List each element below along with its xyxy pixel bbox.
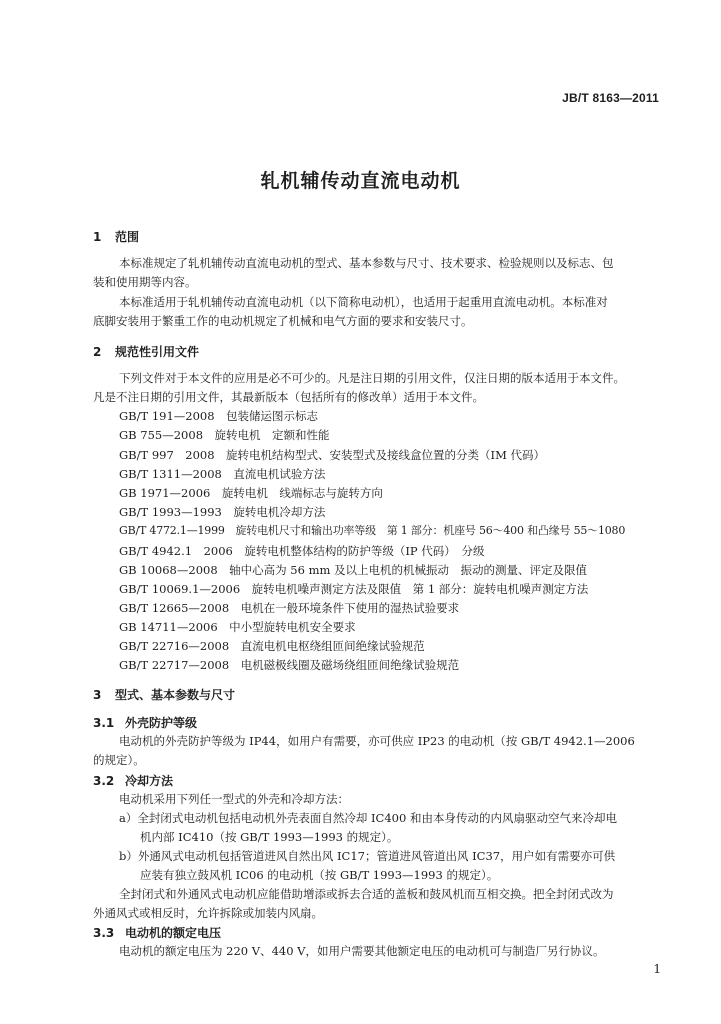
page-number: 1 xyxy=(653,962,661,976)
reference-item: GB/T 4942.1 2006 旋转电机整体结构的防护等级（IP 代码） 分级 xyxy=(119,544,485,558)
list-item-a: a）全封闭式电动机包括电动机外壳表面自然冷却 IC400 和由本身传动的内风扇驱动空气来冷却电 xyxy=(119,811,617,825)
paragraph-line: 电动机的外壳防护等级为 IP44，如用户有需要，亦可供应 IP23 的电动机（按 GB/T 4942.1—2006 xyxy=(119,734,635,748)
paragraph-line: 电动机采用下列任一型式的外壳和冷却方法： xyxy=(119,792,349,806)
paragraph-line: 外通风式或相反时，允许拆除或加装内风扇。 xyxy=(93,906,323,920)
paragraph-line: 全封闭式和外通风式电动机应能借助增添或拆去合适的盖板和鼓风机而互相交换。把全封闭式改为 xyxy=(119,887,614,901)
subsection-title: 外壳防护等级 xyxy=(125,716,198,730)
reference-item: GB/T 12665—2008 电机在一般环境条件下使用的湿热试验要求 xyxy=(119,601,460,615)
reference-item: GB/T 1311—2008 直流电机试验方法 xyxy=(119,467,326,481)
reference-item: GB/T 1993—1993 旋转电机冷却方法 xyxy=(119,505,326,519)
reference-item: GB 1971—2006 旋转电机 线端标志与旋转方向 xyxy=(119,486,383,500)
reference-item: GB 10068—2008 轴中心高为 56 mm 及以上电机的机械振动 振动的测量、评定及限值 xyxy=(119,563,588,577)
reference-item: GB/T 997 2008 旋转电机结构型式、安装型式及接线盒位置的分类（IM 代码） xyxy=(119,448,546,462)
reference-item: GB/T 4772.1—1999 旋转电机尺寸和输出功率等级 第 1 部分：机座号 56～400 和凸缘号 55～1080 xyxy=(119,524,626,537)
reference-item: GB 755—2008 旋转电机 定额和性能 xyxy=(119,428,330,442)
section-number: 2 xyxy=(93,345,102,359)
reference-item: GB/T 191—2008 包装储运图示标志 xyxy=(119,409,319,423)
paragraph-line: 本标准适用于轧机辅传动直流电动机（以下简称电动机），也适用于起重用直流电动机。本标准对 xyxy=(119,295,608,309)
reference-item: GB/T 22716—2008 直流电机电枢绕组匝间绝缘试验规范 xyxy=(119,639,425,653)
standard-number: JB/T 8163—2011 xyxy=(562,91,659,105)
paragraph-line: 下列文件对于本文件的应用是必不可少的。凡是注日期的引用文件，仅注日期的版本适用于本文件。 xyxy=(119,371,625,385)
reference-item: GB/T 22717—2008 电机磁极线圈及磁场绕组匝间绝缘试验规范 xyxy=(119,658,460,672)
paragraph-line: 底脚安装用于繁重工作的电动机规定了机械和电气方面的要求和安装尺寸。 xyxy=(93,314,473,328)
section-title: 规范性引用文件 xyxy=(115,345,200,359)
subsection-title: 冷却方法 xyxy=(125,774,174,788)
paragraph-line: 装和使用期等内容。 xyxy=(93,275,197,289)
document-title: 轧机辅传动直流电动机 xyxy=(260,170,461,192)
subsection-number: 3.2 xyxy=(93,774,115,788)
subsection-3-1-heading xyxy=(93,714,197,731)
paragraph-line: 凡是不注日期的引用文件，其最新版本（包括所有的修改单）适用于本文件。 xyxy=(93,390,484,404)
subsection-3-2-heading xyxy=(93,772,173,789)
subsection-number: 3.3 xyxy=(93,926,115,940)
section-number: 3 xyxy=(93,688,102,702)
section-number: 1 xyxy=(93,230,102,244)
list-item-b-continued: 应装有独立鼓风机 IC06 的电动机（按 GB/T 1993—1993 的规定）。 xyxy=(140,868,499,882)
section-2-heading xyxy=(93,343,199,360)
list-item-a-continued: 机内部 IC410（按 GB/T 1993—1993 的规定）。 xyxy=(140,830,399,844)
subsection-3-3-heading xyxy=(93,924,221,941)
subsection-title: 电动机的额定电压 xyxy=(125,926,222,940)
subsection-number: 3.1 xyxy=(93,716,115,730)
section-1-heading xyxy=(93,228,139,245)
paragraph-line: 的规定）。 xyxy=(93,753,145,767)
list-item-b: b）外通风式电动机包括管道进风自然出风 IC17；管道进风管道出风 IC37，用户如有需要亦可供 xyxy=(119,849,616,863)
paragraph-line: 本标准规定了轧机辅传动直流电动机的型式、基本参数与尺寸、技术要求、检验规则以及标志、包 xyxy=(119,256,614,270)
reference-item: GB 14711—2006 中小型旋转电机安全要求 xyxy=(119,620,356,634)
reference-item: GB/T 10069.1—2006 旋转电机噪声测定方法及限值 第 1 部分：旋转电机噪声测定方法 xyxy=(119,582,589,596)
section-title: 范围 xyxy=(115,230,140,244)
section-3-heading xyxy=(93,686,235,703)
paragraph-line: 电动机的额定电压为 220 V、440 V，如用户需要其他额定电压的电动机可与制造厂另行协议。 xyxy=(119,944,605,958)
section-title: 型式、基本参数与尺寸 xyxy=(115,688,236,702)
